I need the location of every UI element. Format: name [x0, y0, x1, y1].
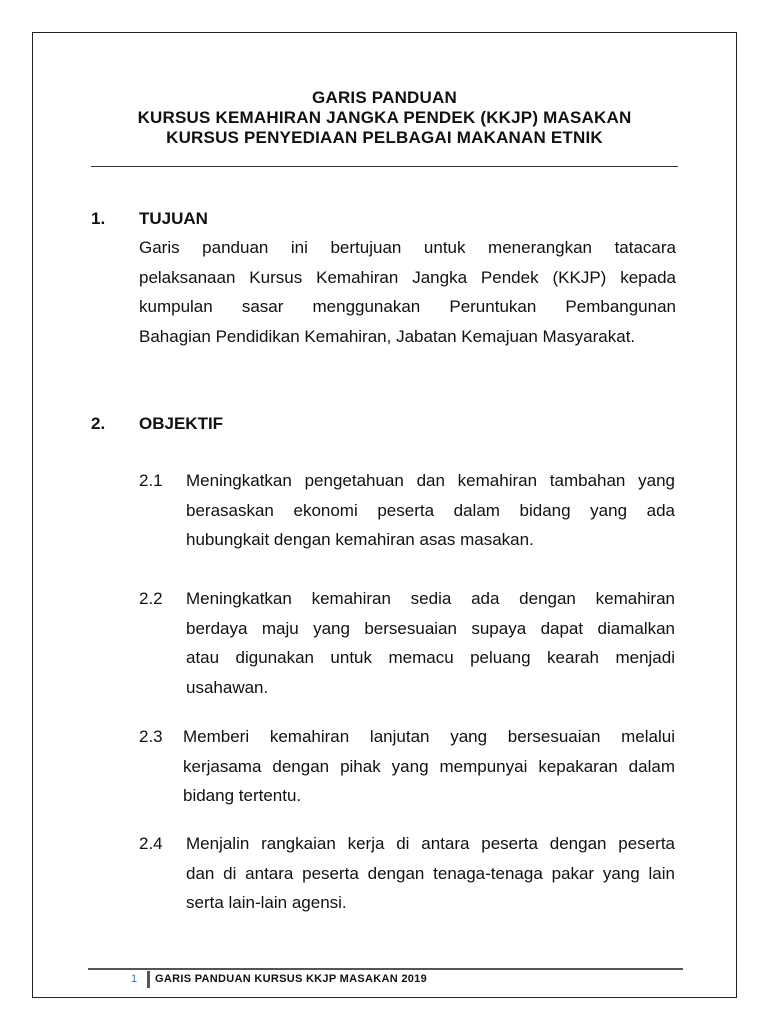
title-line: KURSUS KEMAHIRAN JANGKA PENDEK (KKJP) MASAKAN: [137, 108, 632, 127]
footer-separator: [147, 971, 150, 988]
section-title: TUJUAN: [139, 209, 208, 228]
item-number: 2.1: [139, 471, 163, 490]
objective-item: [186, 584, 675, 702]
title-line: GARIS PANDUAN: [312, 88, 457, 107]
paragraph-line: Garis panduan ini bertujuan untuk menerangkan tatacara: [139, 238, 676, 257]
section-number: 2.: [91, 414, 106, 433]
paragraph-line: kumpulan sasar menggunakan Peruntukan Pembangunan: [139, 297, 676, 316]
item-line: Meningkatkan kemahiran sedia ada dengan kemahiran: [186, 589, 675, 608]
item-line: bidang tertentu.: [183, 786, 302, 805]
objective-item: [183, 722, 675, 811]
item-line: berdaya maju yang bersesuaian supaya dapat diamalkan: [186, 618, 675, 638]
section-title: OBJEKTIF: [139, 414, 224, 433]
item-line: Memberi kemahiran lanjutan yang bersesuaian melalui: [183, 727, 675, 746]
item-line: Menjalin rangkaian kerja di antara peserta dengan peserta: [186, 834, 675, 853]
footer-divider: [88, 968, 683, 970]
item-line: atau digunakan untuk memacu peluang kearah menjadi: [186, 648, 675, 667]
item-line: dan di antara peserta dengan tenaga-tenaga pakar yang lain: [186, 863, 675, 883]
page-number: 1: [131, 973, 138, 985]
item-line: Meningkatkan pengetahuan dan kemahiran tambahan yang: [186, 471, 675, 490]
title-line: KURSUS PENYEDIAAN PELBAGAI MAKANAN ETNIK: [166, 128, 603, 147]
item-line: kerjasama dengan pihak yang mempunyai kepakaran dalam: [183, 756, 675, 776]
paragraph-line: pelaksanaan Kursus Kemahiran Jangka Pendek (KKJP) kepada: [139, 267, 676, 287]
section-paragraph: [139, 233, 676, 351]
item-number: 2.3: [139, 727, 163, 746]
document-title: [32, 88, 737, 148]
objective-item: [186, 829, 675, 918]
item-number: 2.4: [139, 834, 163, 853]
section-number: 1.: [91, 209, 106, 228]
item-line: serta lain-lain agensi.: [186, 893, 347, 912]
item-line: usahawan.: [186, 677, 269, 697]
item-line: hubungkait dengan kemahiran asas masakan.: [186, 530, 534, 549]
title-divider: [91, 166, 678, 167]
item-number: 2.2: [139, 589, 163, 608]
paragraph-line: Bahagian Pendidikan Kemahiran, Jabatan Kemajuan Masyarakat.: [139, 326, 636, 346]
item-line: berasaskan ekonomi peserta dalam bidang yang ada: [186, 500, 675, 520]
footer-title: GARIS PANDUAN KURSUS KKJP MASAKAN 2019: [155, 973, 427, 985]
objective-item: [186, 466, 675, 555]
